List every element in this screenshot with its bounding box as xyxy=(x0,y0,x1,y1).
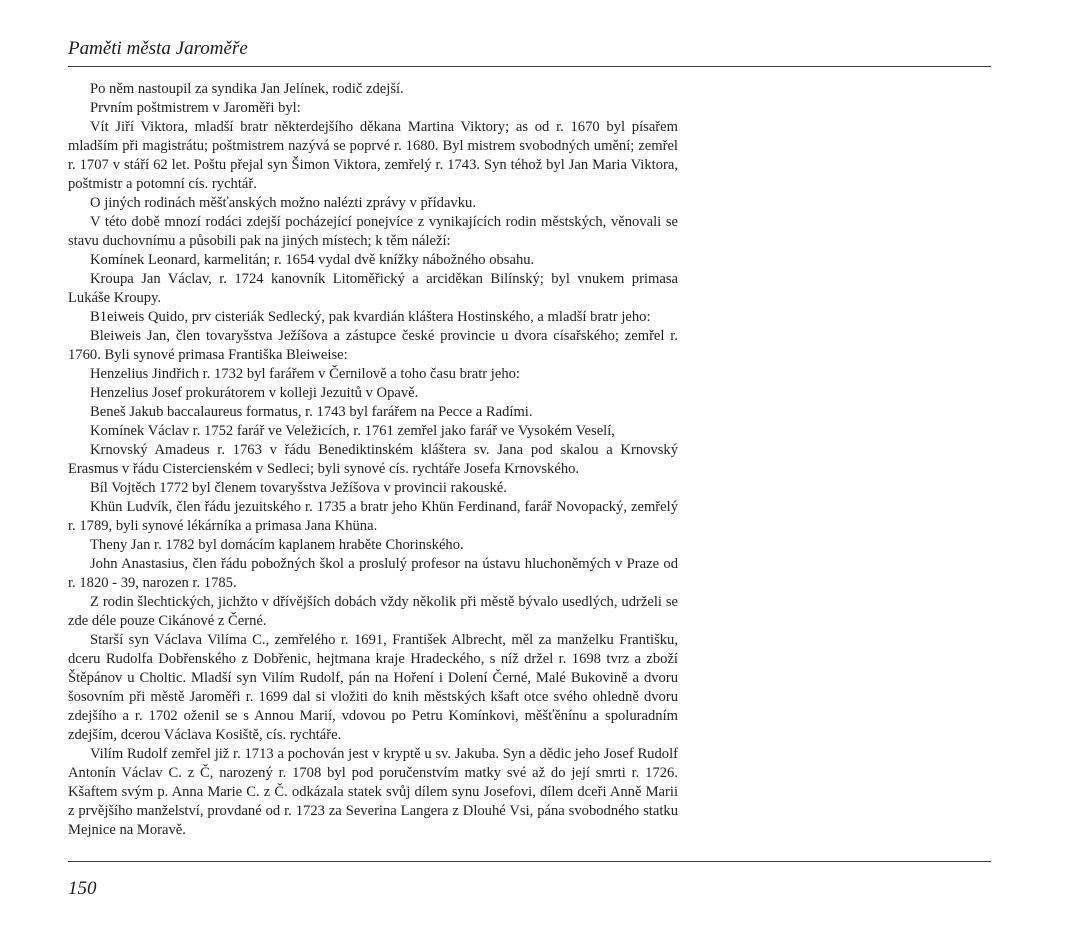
paragraph: V této době mnozí rodáci zdejší pocházející ponejvíce z vynikajících rodin městských, věnovali se stavu duchovnímu a působili pak na jiných místech; k těm náleží: xyxy=(68,214,678,249)
paragraph: Khün Ludvík, člen řádu jezuitského r. 1735 a bratr jeho Khün Ferdinand, farář Novopacký, zemřelý r. 1789, byli synové lékárníka a primasa Jana Khüna. xyxy=(68,499,678,534)
header-rule xyxy=(68,66,991,67)
running-title: Paměti města Jaroměře xyxy=(68,38,248,59)
paragraph: B1eiweis Quido, prv cisteriák Sedlecký, pak kvardián kláštera Hostinského, a mladší bratr jeho: xyxy=(90,309,651,325)
paragraph: Henzelius Josef prokurátorem v kolleji Jezuitů v Opavě. xyxy=(90,385,419,401)
paragraph: O jiných rodinách měšťanských možno nalézti zprávy v přídavku. xyxy=(90,195,476,211)
paragraph: Bíl Vojtěch 1772 byl členem tovaryšstva Ježíšova v provincii rakouské. xyxy=(90,480,507,496)
paragraph: Prvním poštmistrem v Jaroměři byl: xyxy=(90,100,301,116)
paragraph: Vilím Rudolf zemřel již r. 1713 a pochován jest v kryptě u sv. Jakuba. Syn a dědic jeho Josef Rudolf Antonín Václav C. z Č, narozený r. 1708 byl pod poručenstvím matky své až do její smrti r. 1726. Kšaftem svým p. Anna Marie C. z Č. odkázala statek svůj dílem synu Josefovi, dílem dceři Anně Marii z prvějšího manželství, provdané od r. 1723 za Severina Langera z Dlouhé Vsi, pána svobodného statku Mejnice na Moravě. xyxy=(68,746,678,838)
page-number: 150 xyxy=(68,878,97,899)
paragraph: Beneš Jakub baccalaureus formatus, r. 1743 byl farářem na Pecce a Radími. xyxy=(90,404,533,420)
paragraph: Vít Jiří Viktora, mladší bratr některdejšího děkana Martina Viktory; as od r. 1670 byl písařem mladším při magistrátu; poštmistrem nazývá se poprvé r. 1680. Byl mistrem svobodných umění; zemřel r. 1707 v stáří 62 let. Poštu přejal syn Šimon Viktora, zemřelý r. 1743. Syn téhož byl Jan Maria Viktora, poštmistr a potomní cís. rychtář. xyxy=(68,119,678,192)
paragraph: Starší syn Václava Vilíma C., zemřelého r. 1691, František Albrecht, měl za manželku Františku, dceru Rudolfa Dobřenského z Dobřenic, hejtmana kraje Hradeckého, s níž držel r. 1698 tvrz a zboží Štěpánov u Choltic. Mladší syn Vilím Rudolf, pán na Hoření i Dolení Černé, Malé Bukovině a dvoru šosovním při městě Jaroměři r. 1699 dal si vložiti do knih městských kšaft otce svého ohledně dvoru zdejšího a r. 1702 oženil se s Annou Marií, vdovou po Petru Komínkovi, měšťěnínu a spoluradním zdejším, dcerou Václava Kosiště, cís. rychtáře. xyxy=(68,632,678,743)
paragraph: Bleiweis Jan, člen tovaryšstva Ježíšova a zástupce české provincie u dvora císařského; zemřel r. 1760. Byli synové primasa Františka Bleiweise: xyxy=(68,328,678,363)
paragraph: Henzelius Jindřich r. 1732 byl farářem v Černilově a toho času bratr jeho: xyxy=(90,366,520,382)
footer-rule xyxy=(68,861,991,862)
paragraph: Theny Jan r. 1782 byl domácím kaplanem hraběte Chorinského. xyxy=(90,537,464,553)
paragraph: Komínek Leonard, karmelitán; r. 1654 vydal dvě knížky nábožného obsahu. xyxy=(90,252,535,268)
paragraph: Po něm nastoupil za syndika Jan Jelínek, rodič zdejší. xyxy=(90,81,404,97)
paragraph: Krnovský Amadeus r. 1763 v řádu Benediktinském kláštera sv. Jana pod skalou a Krnovský Erasmus v řádu Cistercienském v Sedleci; byli synové cís. rychtáře Josefa Krnovského. xyxy=(68,442,678,477)
body-text xyxy=(68,80,678,840)
paragraph: Komínek Václav r. 1752 farář ve Veležicích, r. 1761 zemřel jako farář ve Vysokém Veselí, xyxy=(90,423,615,439)
paragraph: Kroupa Jan Václav, r. 1724 kanovník Litoměřický a arciděkan Bilínský; byl vnukem primasa Lukáše Kroupy. xyxy=(68,271,678,306)
paragraph: John Anastasius, člen řádu pobožných škol a proslulý profesor na ústavu hluchoněmých v Praze od r. 1820 - 39, narozen r. 1785. xyxy=(68,556,678,591)
paragraph: Z rodin šlechtických, jichžto v dřívějších dobách vždy několik při městě bývalo usedlých, udrželi se zde déle pouze Cikánové z Černé. xyxy=(68,594,678,629)
